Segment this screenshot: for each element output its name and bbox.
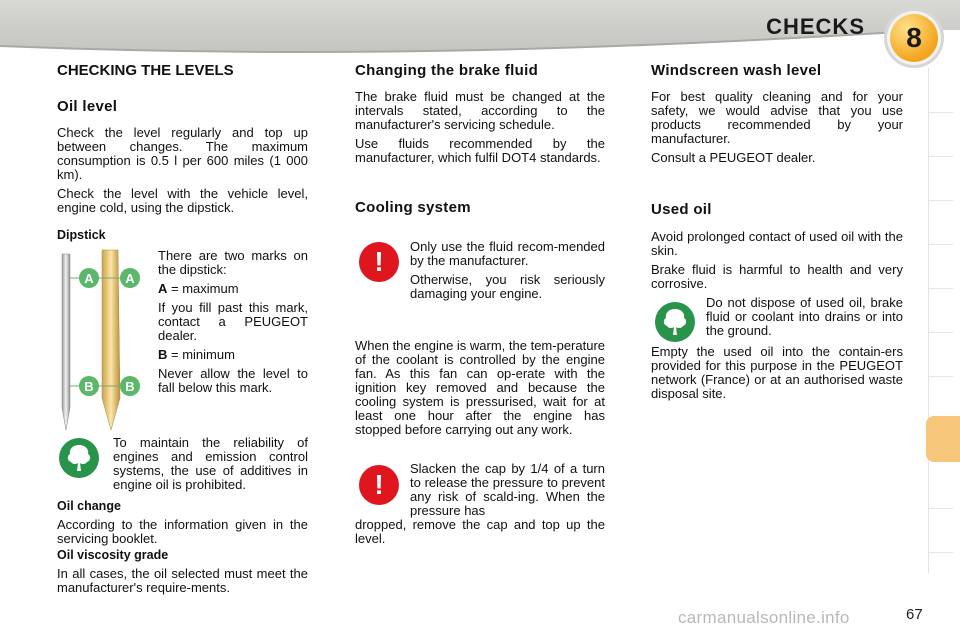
viscosity-heading: Oil viscosity grade — [57, 548, 169, 562]
cooling-warning-text: Otherwise, you risk seriously damaging your engine. — [410, 272, 605, 301]
chapter-tab[interactable] — [929, 112, 953, 157]
oil-change-paragraph: According to the information given in the servicing booklet. — [57, 517, 308, 546]
used-oil-text — [651, 230, 903, 296]
windscreen-wash-text — [651, 90, 903, 170]
oil-level-paragraph: Check the level with the vehicle level, engine cold, using the dipstick. — [57, 186, 308, 215]
mark-a-letter: A — [158, 281, 168, 296]
mark-b-letter: B — [158, 347, 168, 362]
viscosity-text — [57, 567, 308, 600]
oil-level-paragraph: Check the level regularly and top up between changes. The maximum consumption is 0.5 l per 600 miles (1 000 km). — [57, 125, 308, 182]
env-note-text: Do not dispose of used oil, brake fluid or coolant into drains or into the ground. — [706, 295, 903, 338]
additives-note-text: To maintain the reliability of engines and emission control systems, the use of additives in engine oil is prohibited. — [113, 435, 308, 492]
brake-fluid-heading: Changing the brake fluid — [355, 62, 539, 79]
chapter-tab[interactable] — [929, 508, 953, 553]
page-number: 67 — [906, 606, 923, 623]
used-oil-disposal — [651, 345, 903, 406]
dipstick-steel — [62, 254, 70, 430]
mark-a-desc — [158, 282, 308, 296]
chapter-tab[interactable] — [929, 332, 953, 377]
cooling-body — [355, 339, 605, 442]
brake-fluid-text — [355, 90, 605, 170]
chapter-tab[interactable] — [929, 244, 953, 289]
chapter-tab[interactable] — [929, 288, 953, 333]
dipstick-warn-b: Never allow the level to fall below this mark. — [158, 366, 308, 395]
brake-paragraph: The brake fluid must be changed at the intervals stated, according to the manufacturer's servicing schedule. — [355, 89, 605, 132]
tree-environment-icon — [59, 438, 99, 478]
cooling-warning-text: Only use the fluid recom-mended by the manufacturer. — [410, 239, 605, 268]
dipstick-gold — [102, 250, 120, 430]
oil-level-heading: Oil level — [57, 98, 118, 115]
wash-paragraph: For best quality cleaning and for your safety, we would advise that you use products recommended by your manufacturer. — [651, 89, 903, 146]
cooling-body-text: When the engine is warm, the tem-perature of the coolant is controlled by the engine fan. As this fan can op-erate with the ignition key removed and because the cooling system is pressurised, wait for at least one hour after the engine has stopped before carrying out any work. — [355, 338, 606, 437]
used-oil-heading: Used oil — [651, 201, 712, 218]
mark-b-text: = minimum — [167, 347, 235, 362]
cooling-heading: Cooling system — [355, 199, 471, 216]
tree-environment-icon — [655, 302, 695, 342]
dipstick-heading: Dipstick — [57, 228, 106, 242]
chapter-tabs — [928, 68, 953, 573]
oil-change-text — [57, 518, 308, 551]
mark-b-desc — [158, 348, 308, 362]
mark-a-label: A — [84, 271, 94, 286]
env-note — [706, 296, 903, 343]
used-oil-paragraph: Avoid prolonged contact of used oil with the skin. — [651, 229, 903, 258]
chapter-tab[interactable] — [929, 200, 953, 245]
brake-paragraph: Use fluids recommended by the manufacturer, which fulfil DOT4 standards. — [355, 136, 605, 165]
viscosity-paragraph: In all cases, the oil selected must meet the manufacturer's require-ments. — [57, 566, 308, 595]
oil-change-heading: Oil change — [57, 499, 121, 513]
section-title: CHECKING THE LEVELS — [57, 62, 234, 79]
windscreen-wash-heading: Windscreen wash level — [651, 62, 822, 79]
cooling-warning-1 — [410, 240, 605, 306]
additives-note — [113, 436, 308, 497]
mark-b-label: B — [84, 379, 94, 394]
mark-b-label: B — [125, 379, 135, 394]
used-oil-paragraph: Empty the used oil into the contain-ers provided for this purpose in the PEUGEOT network (France) or at an authorised waste disposal site. — [651, 344, 903, 401]
mark-a-label: A — [125, 271, 135, 286]
chapter-tab[interactable] — [929, 68, 953, 113]
chapter-tab[interactable] — [929, 464, 953, 509]
cooling-warning-2-cont — [355, 518, 605, 551]
chapter-tab[interactable] — [929, 376, 953, 421]
cooling-warning-2 — [410, 462, 605, 518]
cooling-warning-text: Slacken the cap by 1/4 of a turn to release the pressure to prevent any risk of scald-ing. When the pressure has — [410, 461, 605, 518]
used-oil-paragraph: Brake fluid is harmful to health and very corrosive. — [651, 262, 903, 291]
warning-exclamation-icon: ! — [359, 465, 399, 505]
wash-paragraph: Consult a PEUGEOT dealer. — [651, 150, 816, 165]
dipstick-illustration — [56, 248, 152, 434]
dipstick-warn-a: If you fill past this mark, contact a PEUGEOT dealer. — [158, 300, 308, 343]
cooling-warning-text: dropped, remove the cap and top up the level. — [355, 517, 605, 546]
chapter-title: CHECKS — [766, 14, 865, 39]
dipstick-intro: There are two marks on the dipstick: — [158, 248, 308, 277]
chapter-number: 8 — [906, 22, 922, 53]
dipstick-text — [158, 249, 308, 400]
chapter-tab-active[interactable] — [926, 416, 960, 462]
warning-exclamation-icon: ! — [359, 242, 399, 282]
mark-a-text: = maximum — [167, 281, 239, 296]
oil-level-text — [57, 126, 308, 220]
chapter-tab[interactable] — [929, 156, 953, 201]
watermark: carmanualsonline.info — [678, 608, 850, 627]
